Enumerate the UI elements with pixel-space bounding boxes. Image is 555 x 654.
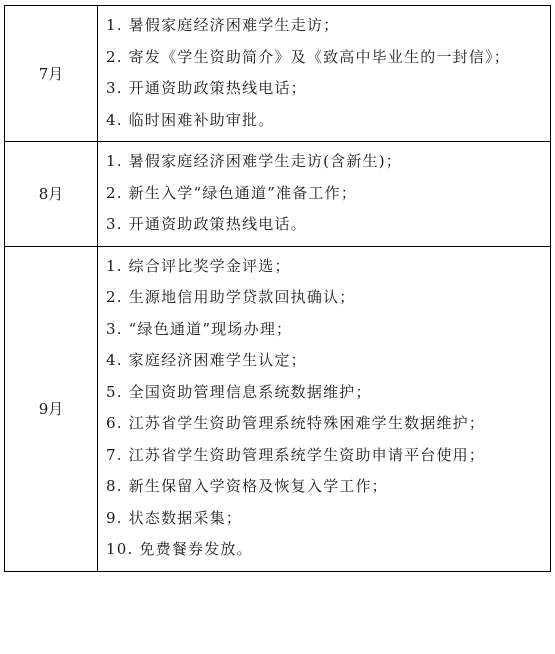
task-item: 5. 全国资助管理信息系统数据维护；	[106, 382, 372, 401]
task-item: 1. 暑假家庭经济困难学生走访；	[106, 16, 340, 34]
task-list	[106, 146, 544, 241]
table-row-july	[5, 6, 551, 142]
task-item: 8. 新生保留入学资格及恢复入学工作；	[106, 477, 388, 495]
month-cell: 8月	[5, 142, 98, 247]
task-item: 9. 状态数据采集；	[106, 508, 243, 527]
task-list	[106, 251, 544, 566]
task-item: 4. 家庭经济困难学生认定；	[106, 351, 307, 369]
task-item: 10. 免费餐券发放。	[106, 540, 253, 558]
task-item: 3. “绿色通道”现场办理；	[106, 319, 293, 338]
task-item: 1. 暑假家庭经济困难学生走访(含新生)；	[106, 152, 402, 170]
task-item: 1. 综合评比奖学金评选；	[106, 256, 291, 275]
table-row-september	[5, 246, 551, 571]
funding-schedule-table	[4, 5, 551, 572]
task-item: 3. 开通资助政策热线电话。	[106, 215, 307, 233]
task-item: 4. 临时困难补助审批。	[106, 110, 275, 129]
task-item: 2. 新生入学“绿色通道”准备工作；	[106, 183, 358, 202]
tasks-cell	[98, 6, 551, 142]
task-list	[106, 10, 544, 136]
task-item: 2. 生源地信用助学贷款回执确认；	[106, 288, 356, 306]
month-cell: 9月	[5, 246, 98, 571]
month-cell: 7月	[5, 6, 98, 142]
tasks-cell	[98, 142, 551, 247]
tasks-cell	[98, 246, 551, 571]
task-item: 7. 江苏省学生资助管理系统学生资助申请平台使用；	[106, 445, 486, 464]
table-row-august	[5, 142, 551, 247]
task-item: 3. 开通资助政策热线电话；	[106, 79, 307, 97]
task-item: 6. 江苏省学生资助管理系统特殊困难学生数据维护；	[106, 414, 486, 432]
task-item: 2. 寄发《学生资助简介》及《致高中毕业生的一封信》；	[106, 47, 510, 66]
